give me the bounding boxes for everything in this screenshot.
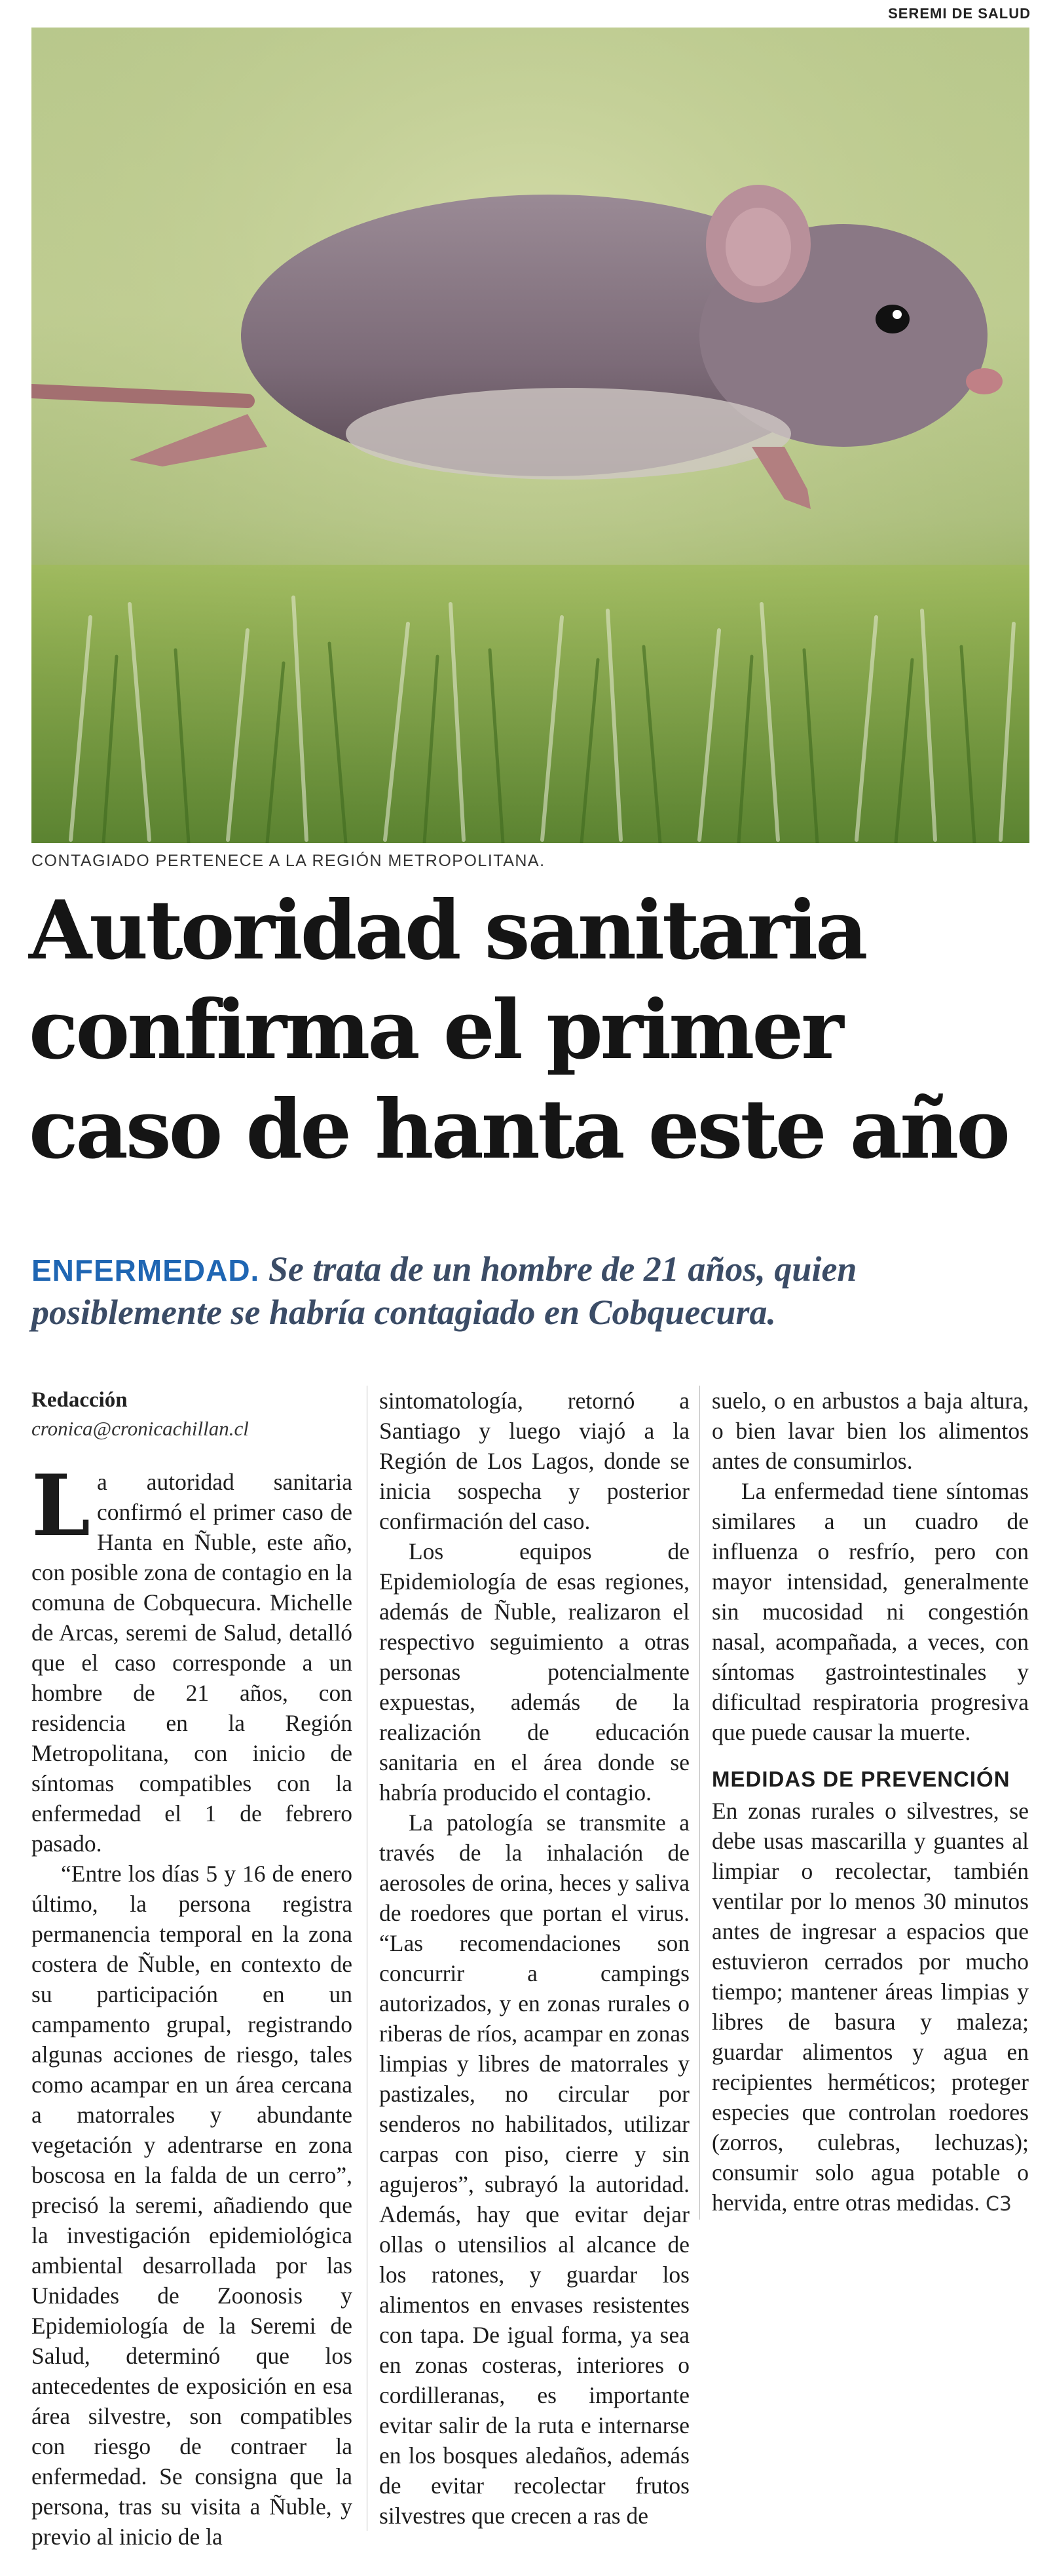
byline-author: Redacción: [31, 1388, 128, 1412]
article-column-3: [699, 1386, 1029, 2220]
paragraph-1: [31, 1457, 352, 1859]
section-label: SEREMI DE SALUD: [888, 5, 1031, 22]
article-photo: [31, 28, 1029, 843]
headline-line-1: Autoridad sanitaria: [29, 883, 866, 978]
section-heading-prevention: MEDIDAS DE PREVENCIÓN: [712, 1767, 1010, 1791]
paragraph-3: Los equipos de Epidemiología de esas regiones, además de Ñuble, realizaron el respectivo seguimiento a otras personas potencialmente expuestas, además de la realización de educación sanitaria en el área donde se habría producido el contagio.: [379, 1538, 690, 1806]
photo-caption: CONTAGIADO PERTENECE A LA REGIÓN METROPOLITANA.: [31, 852, 545, 870]
paragraph-5: La enfermedad tiene síntomas similares a un cuadro de influenza o resfrío, pero con mayor intensidad, generalmente sin mucosidad ni congestión nasal, acompañada, a veces, con síntomas gastrointestinales y dificultad respiratoria progresiva que puede causar la muerte.: [712, 1478, 1029, 1745]
article-column-2: [367, 1386, 690, 2531]
drop-cap: L: [31, 1457, 90, 1555]
article-column-1: [31, 1386, 352, 2552]
paragraph-4-continued: suelo, o en arbustos a baja altura, o bien lavar bien los alimentos antes de consumirlos.: [712, 1388, 1029, 1474]
paragraph-1-text: a autoridad sanitaria confirmó el primer caso de Hanta en Ñuble, este año, con posible zona de contagio en la comuna de Cobquecura. Michelle de Arcas, seremi de Salud, detalló que el caso corresponde a un hombre de 21 años, con residencia en la Región Metropolitana, con inicio de síntomas compatibles con la enfermedad el 1 de febrero pasado.: [31, 1469, 352, 1857]
subhead-tag: ENFERMEDAD.: [31, 1253, 260, 1287]
byline-email[interactable]: cronica@cronicachillan.cl: [31, 1417, 249, 1440]
paragraph-6-text: En zonas rurales o silvestres, se debe usas mascarilla y guantes al limpiar o recolectar, también ventilar por lo menos 30 minutos antes de ingresar a espacios que estuvieron cerrados por mucho tiempo; mantener áreas limpias y libres de basura y maleza; guardar alimentos y agua en recipientes herméticos; proteger especies que controlan roedores (zorros, culebras, lechuzas); consumir solo agua potable o hervida, entre otras medidas.: [712, 1798, 1029, 2216]
headline-line-3: caso de hanta este año: [29, 1082, 1008, 1177]
mouse-photo-icon: [31, 28, 1029, 843]
subhead-text: Se trata de un hombre de 21 años, quien posiblemente se habría contagiado en Cobquecura.: [31, 1249, 857, 1332]
paragraph-2: “Entre los días 5 y 16 de enero último, la persona registra permanencia temporal en la zona costera de Ñuble, en contexto de su participación en un campamento grupal, registrando algunas acciones de riesgo, tales como acampar en un área cercana a matorrales y abundante vegetación y adentrarse en zona boscosa en la falda de un cerro”, precisó la seremi, añadiendo que la investigación epidemiológica ambiental desarrollada por las Unidades de Zoonosis y Epidemiología de la Seremi de Salud, determinó que los antecedentes de exposición en esa área silvestre, son compatibles con riesgo de contraer la enfermedad. Se consigna que la persona, tras su visita a Ñuble, y previo al inicio de la: [31, 1861, 352, 2550]
headline-line-2: confirma el primer: [29, 983, 841, 1078]
headline: [29, 881, 1037, 1180]
paragraph-2-continued: sintomatología, retornó a Santiago y luego viajó a la Región de Los Lagos, donde se inicia sospecha y posterior confirmación del caso.: [379, 1388, 690, 1534]
subheadline: [31, 1248, 1027, 1333]
paragraph-4: La patología se transmite a través de la inhalación de aerosoles de orina, heces y saliva de roedores que portan el virus. “Las recomendaciones son concurrir a campings autorizados, y en zonas rurales o riberas de ríos, acampar en zonas limpias y libres de matorrales y pastizales, no circular por senderos no habilitados, utilizar carpas con piso, cierre y sin agujeros”, subrayó la autoridad. Además, hay que evitar dejar ollas o utensilios al alcance de los ratones, y guardar los alimentos en envases resistentes con tapa. De igual forma, ya sea en zonas costeras, interiores o cordilleranas, es importante evitar salir de la ruta e internarse en los bosques aledaños, además de evitar recolectar frutos silvestres que crecen a ras de: [379, 1809, 690, 2529]
paragraph-6: [712, 1796, 1029, 2220]
end-mark-icon: C3: [985, 2193, 1012, 2216]
